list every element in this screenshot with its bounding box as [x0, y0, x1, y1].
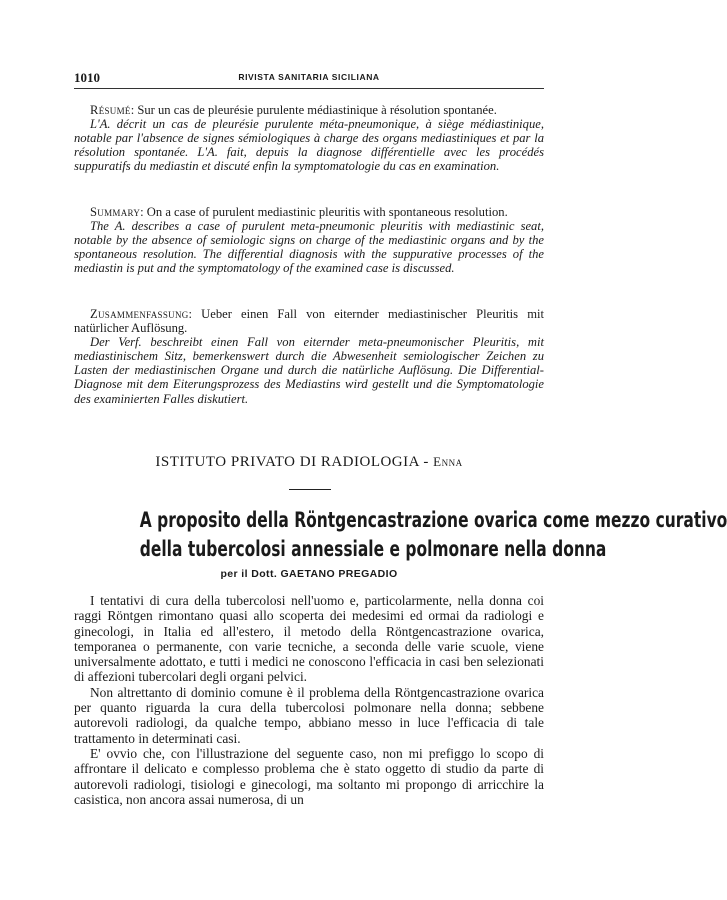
body-paragraph: E' ovvio che, con l'illustrazione del seguente caso, non mi prefiggo lo scopo di affrontare il delicato e complesso problema che è stato oggetto di studio da parte di autorevoli radiologi, tisiologi e ginecologi, ma soltanto mi propongo di arricchire la casistica, non ancora assai numerosa, di un	[74, 745, 544, 807]
header-rule	[74, 88, 544, 89]
body-paragraph: Non altrettanto di dominio comune è il problema della Röntgencastrazione ovarica per quanto riguarda la cura della tubercolosi polmonare nella donna; sebbene autorevoli radiologi, da qualche tempo, abbiano messo in luce l'efficacia di tale trattamento in determinati casi.	[74, 684, 544, 746]
institute-name: ISTITUTO PRIVATO DI RADIOLOGIA -	[155, 454, 434, 470]
section-divider	[289, 489, 331, 490]
summary-lead: : On a case of purulent mediastinic pleuritis with spontaneous resolution.	[140, 205, 508, 219]
summary-section	[74, 205, 544, 275]
journal-title: RIVISTA SANITARIA SICILIANA	[238, 72, 380, 82]
zusammenfassung-abstract: Der Verf. beschreibt einen Fall von eiternder meta-pneumonischer Pleuritis, mit mediastinischem Sitz, bemerkenswert durch die Abwesenheit semiologischer Zeichen zu Lasten der mediastinischen Organe und durch die natürliche Auflösung. Die Differential-Diagnose mit dem Eiterungsprozess des Mediastins wird gestellt und die Symptomatologie des examinierten Falles diskutiert.	[74, 335, 544, 406]
institute-city: Enna	[433, 454, 463, 469]
summary-label: Summary	[90, 205, 141, 219]
zusammenfassung-lead: : Ueber einen Fall von eiternder mediastinischer Pleuritis mit natürlicher Auflösung.	[74, 307, 544, 336]
page-header	[74, 70, 544, 88]
body-paragraph: I tentativi di cura della tubercolosi nell'uomo e, particolarmente, nella donna coi raggi Röntgen rimontano quasi allo scoperta dei medesimi ed ormai da radiologi e ginecologi, in Italia ed all'estero, il metodo della Röntgencastrazione ovarica, temporanea o permanente, con varie tecniche, a seconda delle varie scuole, viene universalmente adottato, e tutti i medici ne conoscono l'efficacia in casi ben selezionati di affezioni tubercolari degli organi pelvici.	[74, 593, 544, 685]
article-author: per il Dott. GAETANO PREGADIO	[220, 568, 398, 580]
summary-heading	[74, 205, 544, 219]
summary-abstract: The A. describes a case of purulent meta-pneumonic pleuritis with mediastinic seat, notable by the absence of semiologic signs on charge of the mediastinic organs and by the spontaneous resolution. The differential diagnosis with the suppurative processes of the mediastin is put and the symptomatology of the examined case is discussed.	[74, 219, 544, 276]
zusammenfassung-heading	[74, 307, 544, 335]
resume-lead: : Sur un cas de pleurésie purulente médiastinique à résolution spontanée.	[130, 103, 497, 117]
resume-heading	[74, 103, 544, 117]
institute-heading	[74, 454, 544, 471]
page-number: 1010	[74, 70, 100, 85]
resume-abstract: L'A. décrit un cas de pleurésie purulente méta-pneumonique, à siège médiastinique, notable par l'absence de signes sémiologiques à charge des organs mediastiniques et par la résolution spontanée. L'A. fait, depuis la diagnose différentielle avec les procédés suppuratifs du mediastin et discuté enfin la symptomatologie du cas en examination.	[74, 117, 544, 174]
resume-label: Résumé	[90, 103, 131, 117]
article-title-line-1: A proposito della Röntgencastrazione ovarica come mezzo curativo	[139, 508, 727, 533]
article-title	[139, 506, 727, 564]
article-title-line-2: della tubercolosi annessiale e polmonare nella donna	[139, 537, 607, 562]
zusammenfassung-section	[74, 307, 544, 406]
zusammenfassung-label: Zusammenfassung	[90, 307, 189, 321]
resume-section	[74, 103, 544, 173]
article-body	[74, 593, 544, 807]
